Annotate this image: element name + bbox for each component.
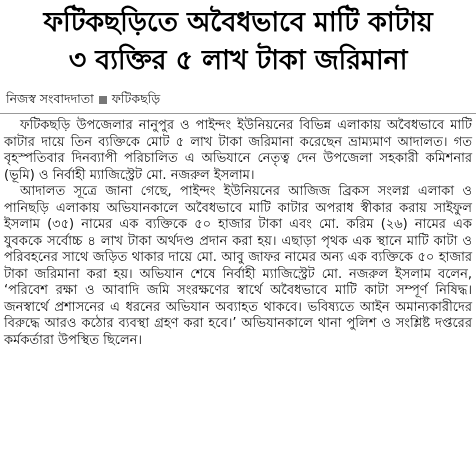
byline <box>6 91 160 107</box>
headline-line-1: ফটিকছড়িতে অবৈধভাবে মাটি কাটায় <box>43 7 433 38</box>
reporter: নিজস্ব সংবাদদাতা <box>6 91 94 106</box>
dateline-location: ফটিকছড়ি <box>111 91 161 106</box>
headline <box>0 0 476 80</box>
article-body <box>4 118 472 349</box>
paragraph-2: আদালত সূত্রে জানা গেছে, পাইন্দং ইউনিয়নের আজিজ ব্রিকস সংলগ্ন এলাকা ও পানিছড়ি এলাকায় অভিযানকালে অবৈধভাবে মাটি কাটার অপরাধ স্বীকার করায় সাইফুল ইসলাম (৩৫) নামের এক ব্যক্তিকে ৫০ হাজার টাকা এবং মো. করিম (২৬) নামের এক যুবককে সর্বোচ্চ ৪ লাখ টাকা অর্থদণ্ড প্রদান করা হয়। এছাড়া পৃথক এক স্থানে মাটি কাটা ও পরিবহনের সাথে জড়িত থাকার দায়ে মো. আবু জাফর নামের অন্য এক ব্যক্তিকে ৫০ হাজার টাকা জরিমানা করা হয়। অভিযান শেষে নির্বাহী ম্যাজিস্ট্রেট মো. নজরুল ইসলাম বলেন, ‘পরিবেশ রক্ষা ও আবাদি জমি সংরক্ষণের স্বার্থে অবৈধভাবে মাটি কাটা সম্পূর্ণ নিষিদ্ধ। জনস্বার্থে প্রশাসনের এ ধরনের অভিযান অব্যাহত থাকবে। ভবিষ্যতে আইন অমান্যকারীদের বিরুদ্ধে আরও কঠোর ব্যবস্থা গ্রহণ করা হবে।’ অভিযানকালে থানা পুলিশ ও সংশ্লিষ্ট দপ্তরের কর্মকর্তারা উপস্থিত ছিলেন। <box>4 184 472 348</box>
divider <box>0 113 476 114</box>
headline-line-2: ৩ ব্যক্তির ৫ লাখ টাকা জরিমানা <box>68 45 408 76</box>
paragraph-1: ফটিকছড়ি উপজেলার নানুপুর ও পাইন্দং ইউনিয়নের বিভিন্ন এলাকায় অবৈধভাবে মাটি কাটার দায়ে তিন ব্যক্তিকে মোট ৫ লাখ টাকা জরিমানা করেছেন ভ্রাম্যমাণ আদালত। গত বৃহস্পতিবার দিনব্যাপী পরিচালিত এ অভিযানে নেতৃত্ব দেন উপজেলা সহকারী কমিশনার (ভূমি) ও নির্বাহী ম্যাজিস্ট্রেট মো. নজরুল ইসলাম। <box>4 118 472 183</box>
byline-separator-icon <box>99 96 107 104</box>
